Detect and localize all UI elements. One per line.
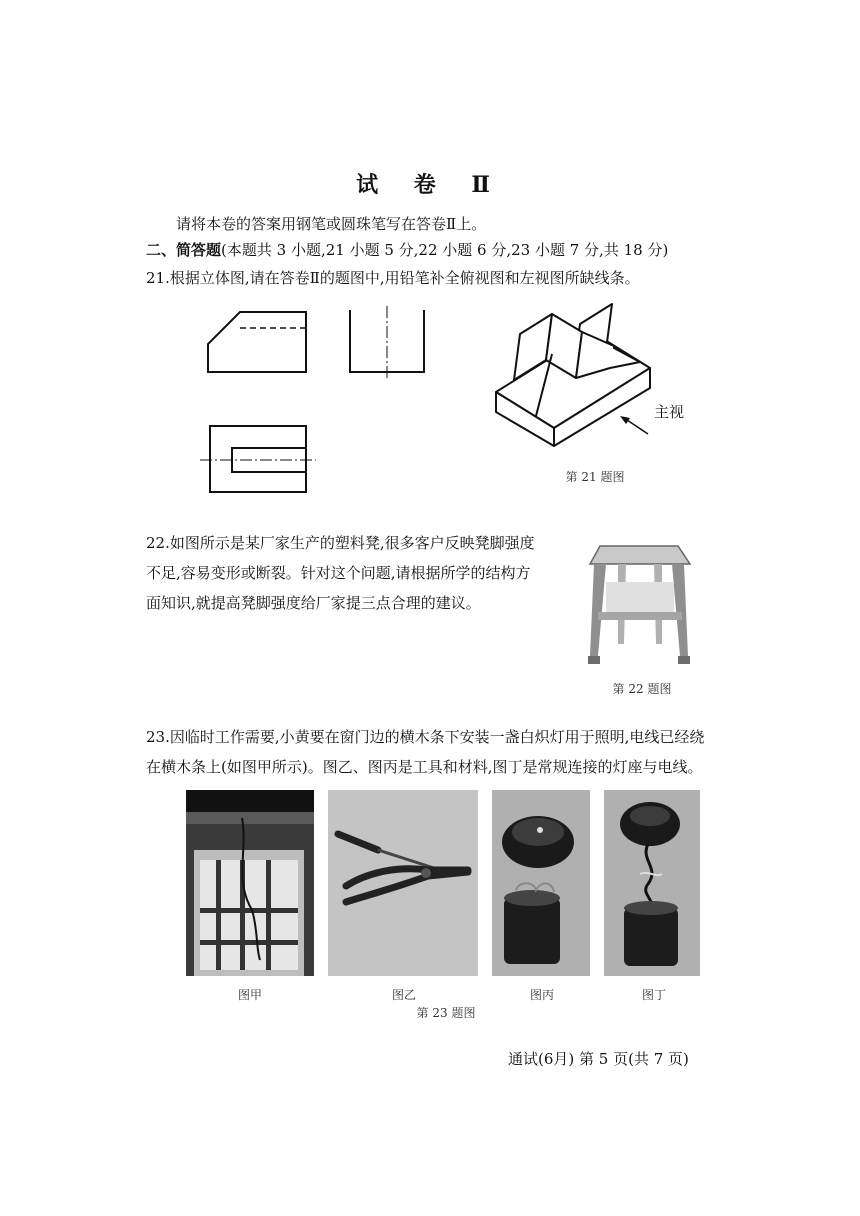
page-footer: 通试(6月) 第 5 页(共 7 页) (508, 1050, 689, 1068)
q23-label-yi: 图乙 (391, 988, 416, 1002)
q23-text: 23.因临时工作需要,小黄要在窗门边的横木条下安装一盏白炽灯用于照明,电线已经绕在横木条上(如图甲所示)。图乙、图丙是工具和材料,图丁是常规连接的灯座与电线。 (146, 728, 705, 776)
q21-view-arrowhead (620, 416, 630, 424)
q21-front-view (208, 312, 306, 372)
q23-photo-jia (186, 790, 314, 976)
q23-label-ding: 图丁 (641, 988, 666, 1002)
q22-text: 22.如图所示是某厂家生产的塑料凳,很多客户反映凳脚强度不足,容易变形或断裂。针对这个问题,请根据所学的结构方面知识,就提高凳脚强度给厂家提三点合理的建议。 (146, 534, 535, 612)
q21-top-view (210, 426, 306, 492)
q21-caption: 第 21 题图 (565, 470, 625, 484)
section-heading (146, 240, 668, 260)
q23-photo-yi (328, 790, 478, 976)
section-heading-label: 二、简答题 (146, 241, 222, 259)
q23-label-jia: 图甲 (237, 988, 262, 1002)
q22-stool-photo (584, 538, 694, 670)
instruction-text: 请将本卷的答案用钢笔或圆珠笔写在答卷Ⅱ上。 (176, 215, 487, 233)
q22-caption: 第 22 题图 (612, 682, 672, 696)
q21-isometric-drawing (490, 296, 710, 456)
section-note: (本题共 3 小题,21 小题 5 分,22 小题 6 分,23 小题 7 分,共 18 分) (221, 241, 669, 259)
page-title: 试 卷 Ⅱ (356, 172, 504, 198)
q21-orthographic-views (196, 300, 526, 510)
q23-photo-ding (604, 790, 700, 976)
q23-label-bing: 图丙 (529, 988, 554, 1002)
q23-photo-bing (492, 790, 590, 976)
q23-caption: 第 23 题图 (416, 1006, 476, 1020)
q21-view-label: 主视 (654, 403, 685, 421)
q21-text: 21.根据立体图,请在答卷Ⅱ的题图中,用铅笔补全俯视图和左视图所缺线条。 (146, 269, 640, 287)
